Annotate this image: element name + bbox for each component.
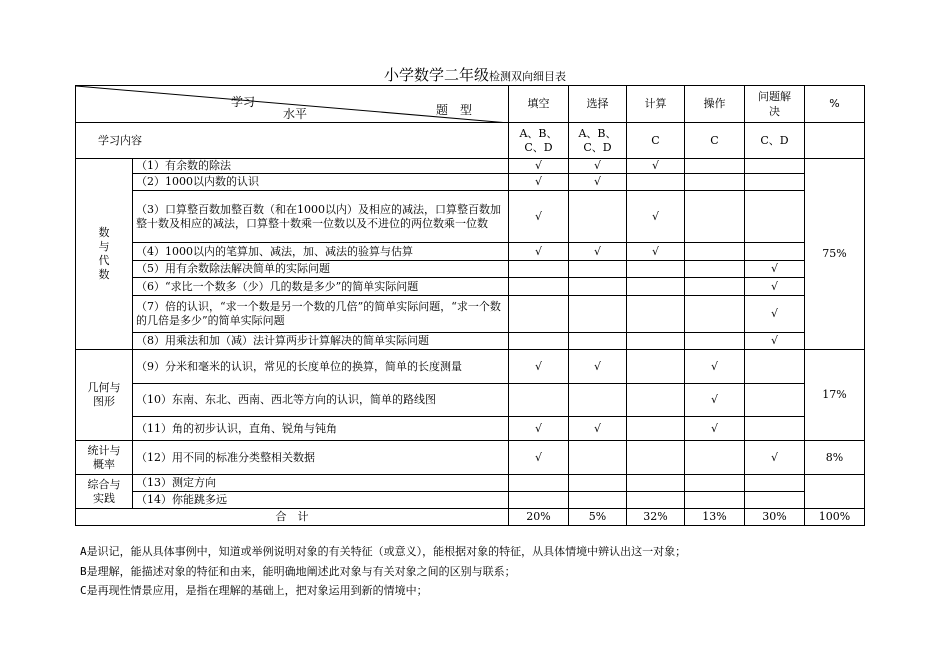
mark-problem: √ (745, 261, 805, 278)
mark-fill: √ (509, 350, 569, 384)
mark-fill: √ (509, 441, 569, 475)
mark-choice: √ (569, 174, 627, 191)
mark-fill (509, 261, 569, 278)
mark-operate (685, 174, 745, 191)
mark-operate (685, 261, 745, 278)
diagonal-header-cell (76, 86, 509, 123)
mark-calc: √ (627, 243, 685, 261)
table-row (76, 475, 865, 492)
title-sub: 检测双向细目表 (489, 70, 566, 83)
mark-fill: √ (509, 159, 569, 174)
mark-operate (685, 159, 745, 174)
percent-cell: 17% (805, 350, 865, 441)
mark-operate (685, 296, 745, 333)
mark-calc (627, 350, 685, 384)
content-item: （5）用有余数除法解决简单的实际问题 (133, 261, 509, 278)
table-row (76, 296, 865, 333)
mark-operate (685, 278, 745, 296)
mark-fill (509, 492, 569, 509)
mark-operate (685, 492, 745, 509)
content-item: （4）1000以内的笔算加、减法，加、减法的验算与估算 (133, 243, 509, 261)
header-tixing: 题 型 (436, 103, 473, 117)
mark-calc (627, 417, 685, 441)
mark-fill: √ (509, 174, 569, 191)
mark-fill (509, 278, 569, 296)
note-b: B是理解，能描述对象的特征和由来，能明确地阐述此对象与有关对象之间的区别与联系； (80, 564, 516, 578)
note-a: A是识记，能从具体事例中，知道或举例说明对象的有关特征（或意义），能根据对象的特征，从具体情境中辨认出这一对象； (80, 545, 687, 558)
detail-table (75, 85, 865, 526)
mark-problem (745, 243, 805, 261)
mark-choice (569, 492, 627, 509)
mark-fill (509, 384, 569, 417)
table-row (76, 417, 865, 441)
col-header-problem: 问题解决 (745, 86, 805, 123)
table-row (76, 261, 865, 278)
table-row (76, 333, 865, 350)
mark-problem: √ (745, 333, 805, 350)
mark-problem (745, 492, 805, 509)
content-item: （9）分米和毫米的认识，常见的长度单位的换算，简单的长度测量 (133, 350, 509, 384)
mark-choice (569, 191, 627, 243)
table-row (76, 278, 865, 296)
mark-operate (685, 243, 745, 261)
note-c: C是再现性情景应用，是指在理解的基础上，把对象运用到新的情境中； (80, 584, 428, 597)
table-row (76, 441, 865, 475)
title-main: 小学数学二年级 (383, 66, 489, 84)
mark-choice (569, 384, 627, 417)
notes (80, 542, 686, 601)
mark-calc: √ (627, 191, 685, 243)
section-label: 几何与图形 (76, 350, 133, 441)
mark-problem (745, 159, 805, 174)
mark-problem (745, 475, 805, 492)
mark-calc (627, 492, 685, 509)
total-value: 20% (509, 509, 569, 526)
mark-choice (569, 441, 627, 475)
table-row (76, 191, 865, 243)
header-row-1 (76, 86, 865, 123)
col-header-fill: 填空 (509, 86, 569, 123)
mark-fill: √ (509, 417, 569, 441)
mark-choice (569, 333, 627, 350)
mark-operate (685, 475, 745, 492)
mark-choice: √ (569, 243, 627, 261)
mark-choice (569, 296, 627, 333)
section-label: 综合与实践 (76, 475, 133, 509)
content-item: （6）“求比一个数多（少）几的数是多少”的简单实际问题 (133, 278, 509, 296)
mark-calc (627, 278, 685, 296)
section-label: 统计与概率 (76, 441, 133, 475)
mark-calc (627, 441, 685, 475)
table-row (76, 174, 865, 191)
table-row (76, 492, 865, 509)
percent-cell: 75% (805, 159, 865, 350)
mark-choice (569, 261, 627, 278)
mark-problem: √ (745, 296, 805, 333)
section-label: 数与代数 (76, 159, 133, 350)
level-calc: C (627, 123, 685, 159)
content-item: （7）倍的认识，“求一个数是另一个数的几倍”的简单实际问题，“求一个数的几倍是多少”的简单实际问题 (133, 296, 509, 333)
table-row (76, 350, 865, 384)
total-value: 100% (805, 509, 865, 526)
level-operate: C (685, 123, 745, 159)
header-content: 学习内容 (76, 123, 509, 159)
mark-operate: √ (685, 350, 745, 384)
col-header-calc: 计算 (627, 86, 685, 123)
col-header-operate: 操作 (685, 86, 745, 123)
total-value: 13% (685, 509, 745, 526)
mark-operate: √ (685, 417, 745, 441)
mark-choice (569, 278, 627, 296)
content-item: （13）测定方向 (133, 475, 509, 492)
table-row (76, 159, 865, 174)
mark-problem (745, 350, 805, 384)
mark-operate (685, 333, 745, 350)
content-item: （2）1000以内数的认识 (133, 174, 509, 191)
percent-cell: 8% (805, 441, 865, 475)
mark-choice: √ (569, 417, 627, 441)
mark-choice (569, 475, 627, 492)
mark-calc (627, 475, 685, 492)
content-item: （8）用乘法和加（减）法计算两步计算解决的简单实际问题 (133, 333, 509, 350)
mark-choice: √ (569, 159, 627, 174)
mark-calc (627, 261, 685, 278)
mark-fill (509, 475, 569, 492)
percent-cell (805, 475, 865, 509)
mark-calc (627, 296, 685, 333)
mark-choice: √ (569, 350, 627, 384)
mark-calc: √ (627, 159, 685, 174)
mark-fill: √ (509, 191, 569, 243)
content-item: （10）东南、东北、西南、西北等方向的认识，简单的路线图 (133, 384, 509, 417)
content-item: （12）用不同的标准分类整相关数据 (133, 441, 509, 475)
level-choice: A、B、C、D (569, 123, 627, 159)
content-item: （3）口算整百数加整百数（和在1000以内）及相应的减法，口算整百数加整十数及相应的减法，口算整十数乘一位数以及不进位的两位数乘一位数 (133, 191, 509, 243)
total-row (76, 509, 865, 526)
total-value: 5% (569, 509, 627, 526)
level-percent-blank (805, 123, 865, 159)
mark-calc (627, 174, 685, 191)
mark-problem (745, 174, 805, 191)
col-header-choice: 选择 (569, 86, 627, 123)
mark-operate (685, 441, 745, 475)
content-item: （1）有余数的除法 (133, 159, 509, 174)
level-problem: C、D (745, 123, 805, 159)
mark-problem (745, 384, 805, 417)
total-label: 合 计 (76, 509, 509, 526)
table-row (76, 384, 865, 417)
page-title (0, 66, 950, 86)
mark-problem (745, 417, 805, 441)
mark-calc (627, 333, 685, 350)
header-shuiping: 水平 (283, 107, 308, 121)
mark-problem: √ (745, 278, 805, 296)
mark-problem: √ (745, 441, 805, 475)
content-item: （14）你能跳多远 (133, 492, 509, 509)
total-value: 32% (627, 509, 685, 526)
table-row (76, 243, 865, 261)
level-fill: A、B、C、D (509, 123, 569, 159)
mark-problem (745, 191, 805, 243)
mark-calc (627, 384, 685, 417)
mark-fill (509, 296, 569, 333)
mark-operate: √ (685, 384, 745, 417)
mark-fill (509, 333, 569, 350)
content-item: （11）角的初步认识，直角、锐角与钝角 (133, 417, 509, 441)
header-xuexi: 学习 (231, 95, 256, 109)
mark-operate (685, 191, 745, 243)
mark-fill: √ (509, 243, 569, 261)
total-value: 30% (745, 509, 805, 526)
header-row-2 (76, 123, 865, 159)
col-header-percent: % (805, 86, 865, 123)
